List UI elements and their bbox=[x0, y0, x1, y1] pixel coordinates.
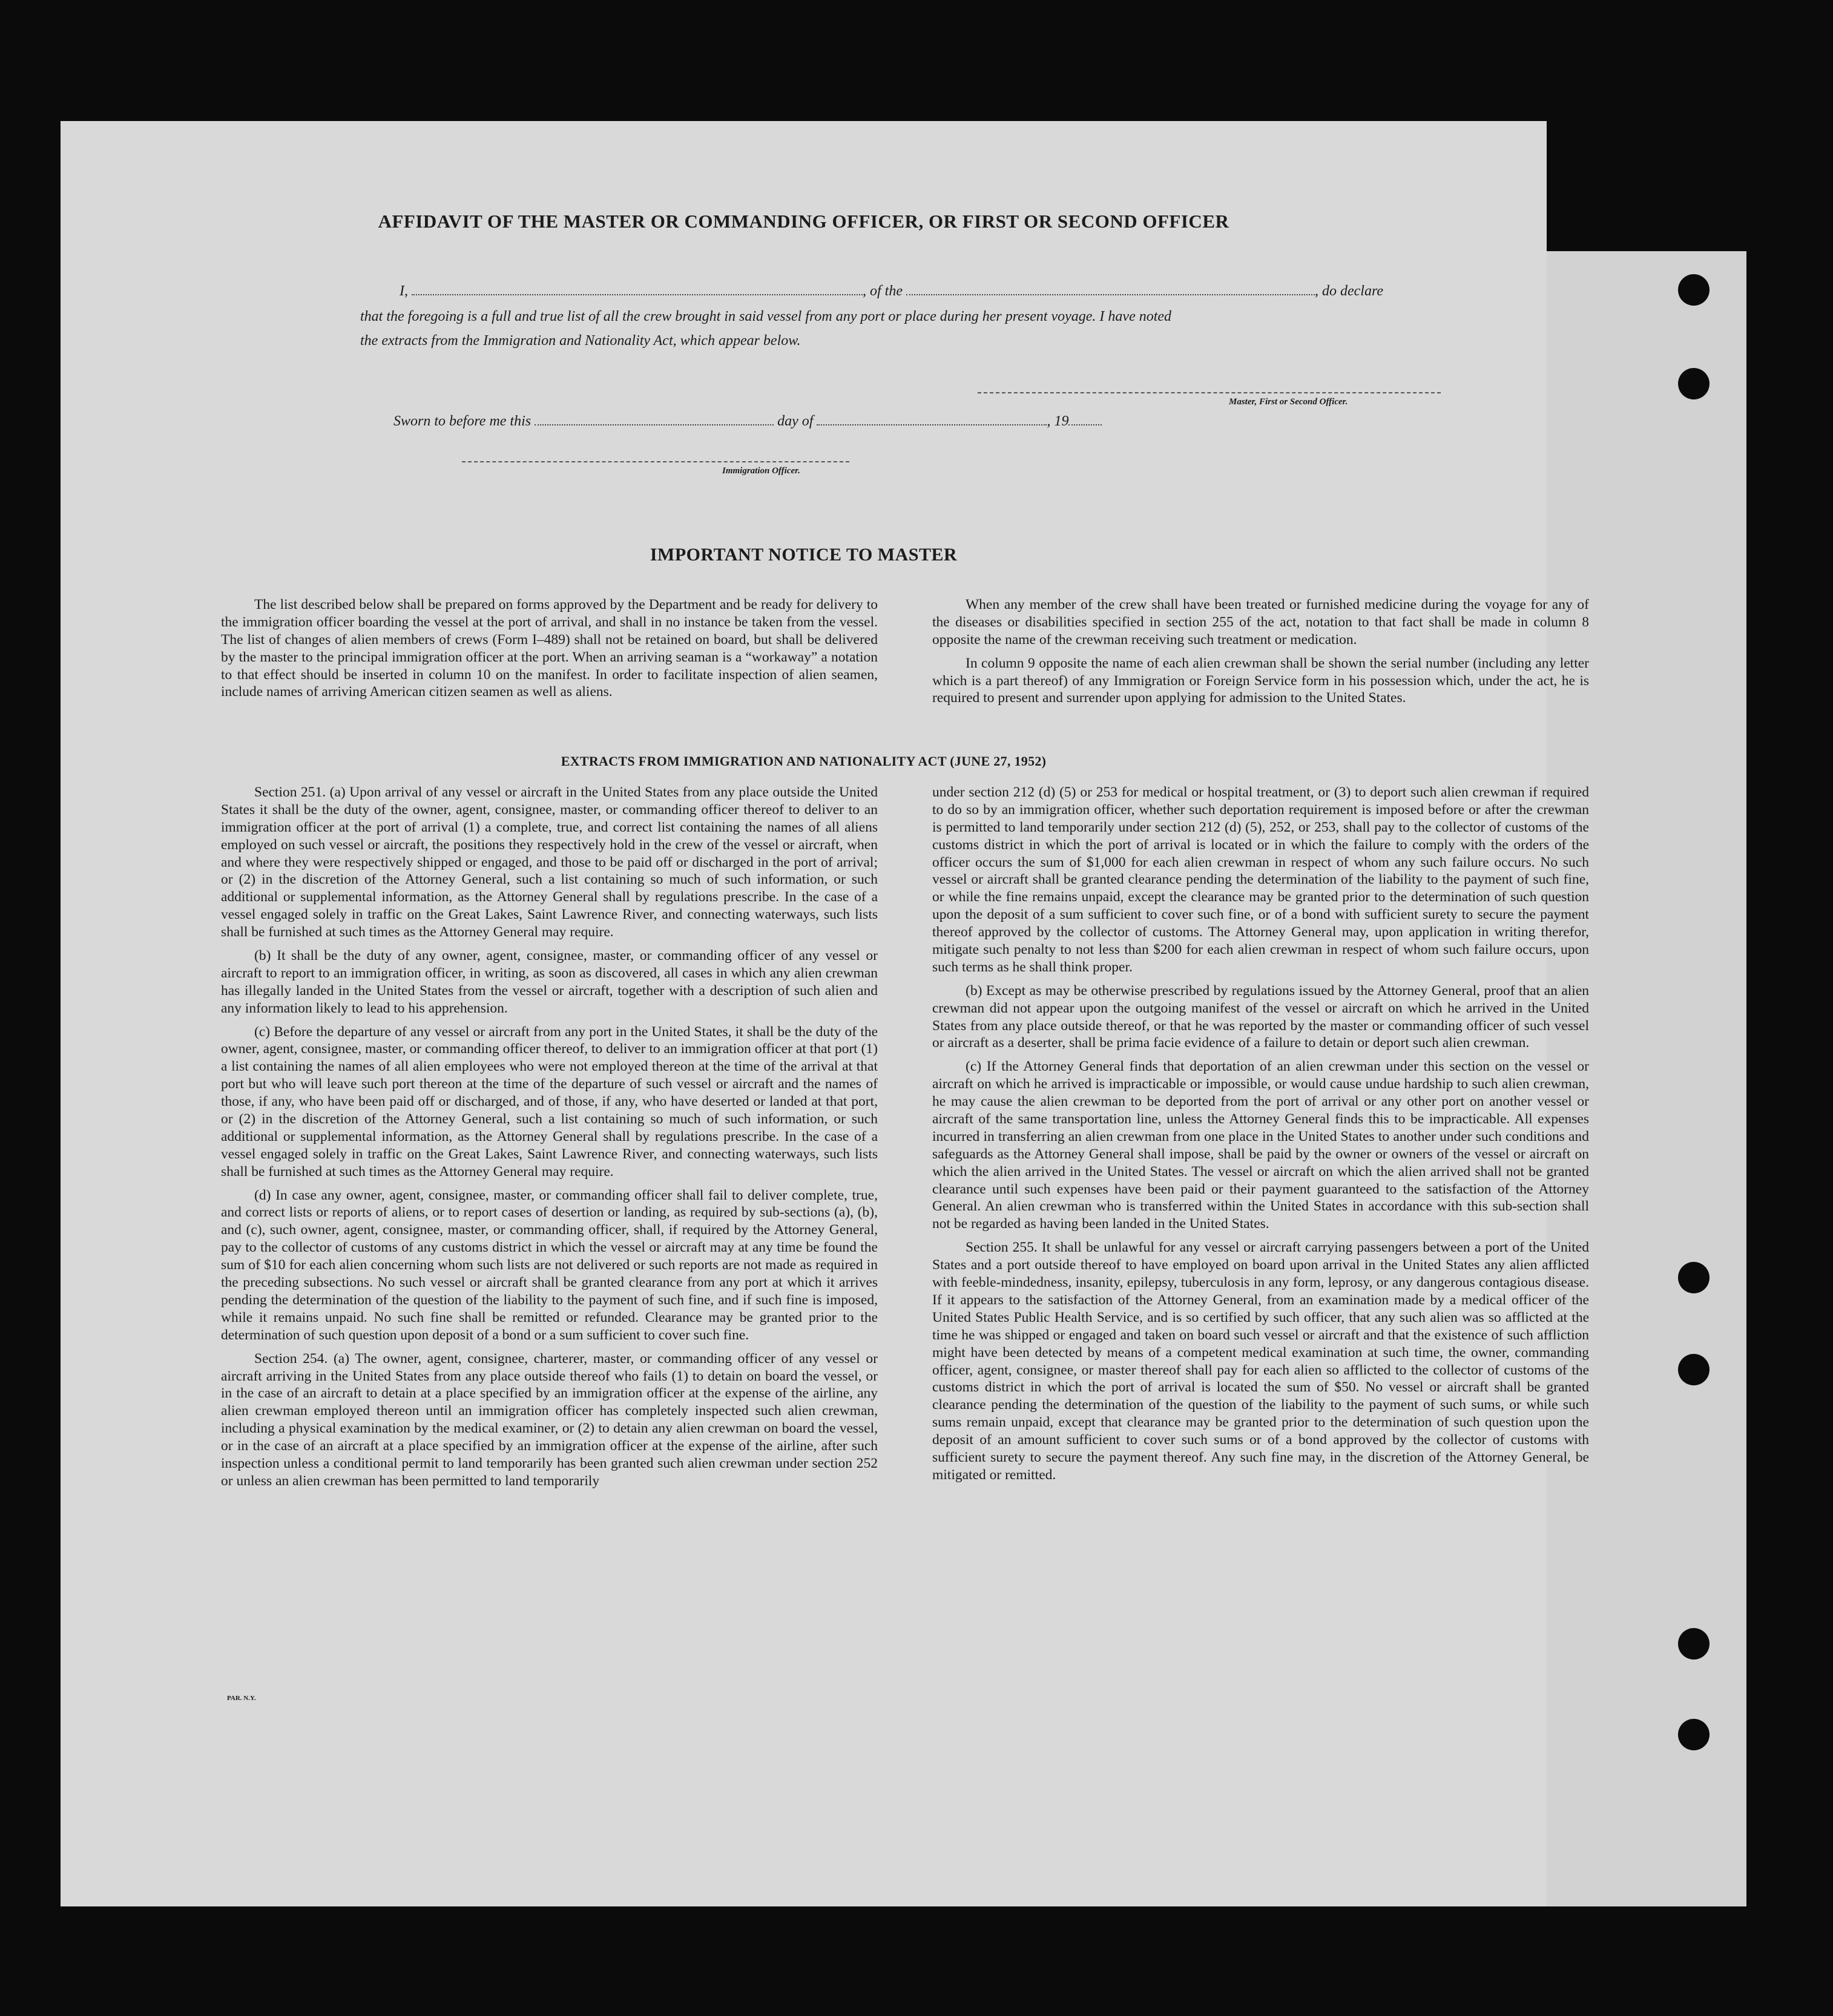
master-signature-line[interactable] bbox=[978, 392, 1441, 393]
sworn-label: Sworn to before me this bbox=[393, 413, 531, 429]
extracts-title: EXTRACTS FROM IMMIGRATION AND NATIONALITY ACT (JUNE 27, 1952) bbox=[561, 754, 1047, 769]
extract-paragraph: Section 254. (a) The owner, agent, consignee, charterer, master, or commanding officer of any vessel or aircraft arriving in the United States from any place outside thereof who fails (1) to detain on board the vessel, or in the case of an aircraft to detain at a place specified by an immigration officer at the expense of the airline, any alien crewman employed thereon until an immigration officer has completely inspected such alien crewman, including a physical examination by the medical examiner, or (2) to detain any alien crewman on board the vessel, or in the case of an aircraft at a place specified by an immigration officer at the expense of the airline, after such inspection unless a conditional permit to land temporarily has been granted such alien crewman under section 252 or unless an alien crewman has been permitted to land temporarily bbox=[221, 1350, 878, 1489]
extract-paragraph: Section 255. It shall be unlawful for any vessel or aircraft carrying passengers between a port of the United States and a port outside thereof to have employed on board upon arrival in the United States any alien afflicted with feeble-mindedness, insanity, epilepsy, tuberculosis in any form, leprosy, or any dangerous contagious disease. If it appears to the satisfaction of the Attorney General, from an examination made by a medical officer of the United States Public Health Service, and is so certified by such officer, that any such alien was so afflicted at the time he was shipped or engaged and taken on board such vessel or aircraft and that the existence of such affliction might have been detected by means of a competent medical examination at such time, the owner, commanding officer, agent, consignee, or master thereof shall pay for each alien so afflicted to the collector of customs of the customs district in which the port of arrival is located the sum of $50. No vessel or aircraft shall be granted clearance pending the determination of the question of the liability to the payment of such sums, or while such sums remain unpaid, except that clearance may be granted prior to the determination of such question upon the deposit of an amount sufficient to cover such sums or of a bond approved by the collector of customs with sufficient surety to secure the payment thereof. Any such fine may, in the discretion of the Attorney General, be mitigated or remitted. bbox=[932, 1239, 1589, 1483]
extract-paragraph: (c) Before the departure of any vessel or aircraft from any port in the United States, it shall be the duty of the owner, agent, consignee, master, or commanding officer thereof, to deliver to an immigration officer at that port (1) a list containing the names of all alien employees who were not employed thereon at the time of the arrival at that port but who will leave such port thereon at the time of the departure of such vessel or aircraft and the names of those, if any, who have been paid off or discharged, and of those, if any, who have deserted or landed at that port, or (2) in the discretion of the Attorney General, such a list containing so much of such information, or such additional or supplemental information, as the Attorney General shall by regulations prescribe. In the case of a vessel engaged solely in traffic on the Great Lakes, Saint Lawrence River, and connecting waterways, such lists shall be furnished at such times as the Attorney General may require. bbox=[221, 1023, 878, 1180]
master-signature-label: Master, First or Second Officer. bbox=[1229, 397, 1348, 407]
declaration-line-2: that the foregoing is a full and true list of all the crew brought in said vessel from any port or place during her present voyage. I have noted bbox=[360, 309, 1172, 324]
month-field[interactable] bbox=[817, 413, 1047, 425]
extract-paragraph: (d) In case any owner, agent, consignee, master, or commanding officer shall fail to deliver complete, true, and correct lists or reports of aliens, or to report cases of desertion or landing, as required by sub-sections (a), (b), and (c), such owner, agent, consignee, master, or commanding officer, shall, if required by the Attorney General, pay to the collector of customs of any customs district in which the vessel or aircraft may at any time be found the sum of $10 for each alien concerning whom such lists are not delivered or such reports are not made as required in the preceding subsections. No such vessel or aircraft shall be granted clearance from any port at which it arrives pending the determination of the question of the liability to the payment of such fine, and if such fine is imposed, while it remains unpaid. No such fine shall be remitted or refunded. Clearance may be granted prior to the determination of such question upon deposit of a bond or a sum sufficient to cover such fine. bbox=[221, 1187, 878, 1343]
punch-hole bbox=[1678, 274, 1710, 306]
notice-right-paragraph: In column 9 opposite the name of each alien crewman shall be shown the serial number (including any letter which is a part thereof) of any Immigration or Foreign Service form in his possession which, under the act, he is required to present and surrender upon applying for admission to the United States. bbox=[932, 655, 1589, 706]
punch-hole bbox=[1678, 1262, 1710, 1293]
notice-left-paragraph: The list described below shall be prepared on forms approved by the Department and be ready for delivery to the immigration officer boarding the vessel at the port of arrival, and shall in no instance be taken from the vessel. The list of changes of alien members of crews (Form I–489) shall not be retained on board, but shall be delivered by the master to the principal immigration officer at the port. When an arriving seaman is a “workaway” a notation to that effect should be inserted in column 10 on the manifest. In order to facilitate inspection of alien seamen, include names of arriving American citizen seamen as well as aliens. bbox=[221, 597, 878, 700]
notice-title: IMPORTANT NOTICE TO MASTER bbox=[650, 545, 958, 565]
declaration-line-3: the extracts from the Immigration and Nationality Act, which appear below. bbox=[360, 333, 801, 349]
form-sheet bbox=[61, 121, 1589, 1906]
officer-signature-label: Immigration Officer. bbox=[722, 466, 800, 476]
name-field[interactable] bbox=[412, 283, 863, 295]
punch-hole bbox=[1678, 1354, 1710, 1385]
extract-paragraph: (b) Except as may be otherwise prescribed by regulations issued by the Attorney General, proof that an alien crewman did not appear upon the outgoing manifest of the vessel or aircraft on which he arrived in the United States from any place outside thereof, or that he was reported by the master or commanding officer of such vessel or aircraft as a deserter, shall be prima facie evidence of a failure to detain or deport such alien crewman. bbox=[932, 982, 1589, 1051]
extract-paragraph: (c) If the Attorney General finds that deportation of an alien crewman under this section on the vessel or aircraft on which he arrived is impracticable or impossible, or would cause undue hardship to such alien crewman, he may cause the alien crewman to be deported from the port of arrival or any other port on another vessel or aircraft of the same transportation line, unless the Attorney General finds this to be impracticable. All expenses incurred in transferring an alien crewman from one place in the United States to another under such conditions and safeguards as the Attorney General shall impose, shall be paid by the owner or owners of the vessel or aircraft on which the alien arrived in the United States. The vessel or aircraft on which the alien arrived shall not be granted clearance until such expenses have been paid or their payment guaranteed to the satisfaction of the Attorney General. An alien crewman who is transferred within the United States in accordance with this sub-section shall not be regarded as having been landed in the United States. bbox=[932, 1059, 1589, 1232]
i-label: I, bbox=[400, 283, 408, 299]
extracts-right-column bbox=[932, 784, 1589, 1490]
day-of-label: day of bbox=[777, 413, 814, 429]
printer-mark: PAR. N.Y. bbox=[227, 1695, 256, 1702]
sworn-date-field[interactable] bbox=[535, 413, 774, 425]
vessel-field[interactable] bbox=[906, 283, 1315, 295]
of-the-label: , of the bbox=[863, 283, 903, 299]
notice-right-column bbox=[932, 596, 1589, 713]
affidavit-title: AFFIDAVIT OF THE MASTER OR COMMANDING OFFICER, OR FIRST OR SECOND OFFICER bbox=[378, 211, 1229, 232]
year-label: , 19 bbox=[1047, 413, 1069, 429]
punch-hole bbox=[1678, 1628, 1710, 1660]
year-field[interactable] bbox=[1068, 413, 1102, 425]
sworn-line bbox=[393, 413, 1102, 430]
extract-paragraph: under section 212 (d) (5) or 253 for medical or hospital treatment, or (3) to deport such alien crewman if required to do so by an immigration officer, whether such deportation requirement is imposed before or after the crewman is permitted to land temporarily under section 212 (d) (5), 252, or 253, shall pay to the collector of customs of the customs district in which the port of arrival is located or in which the failure to comply with the orders of the officer occurs the sum of $1,000 for each alien crewman in respect of whom any such failure occurs. No such vessel or aircraft shall be granted clearance pending the determination of the liability to the payment of such fine, or while the fine remains unpaid, except the clearance may be granted prior to the determination of such question upon the deposit of a sum sufficient to cover such fine, or of a bond with sufficient surety to secure the payment thereof approved by the collector of customs. The Attorney General may, upon application in writing therefor, mitigate such penalty to not less than $200 for each alien crewman in respect of whom such failure occurs, upon such terms as he shall think proper. bbox=[932, 784, 1589, 975]
extracts-left-column bbox=[221, 784, 878, 1496]
notice-right-paragraph: When any member of the crew shall have been treated or furnished medicine during the voyage for any of the diseases or disabilities specified in section 255 of the act, notation to that fact shall be made in column 8 opposite the name of the crewman receiving such treatment or medication. bbox=[932, 597, 1589, 648]
extract-paragraph: Section 251. (a) Upon arrival of any vessel or aircraft in the United States from any place outside the United States it shall be the duty of the owner, agent, consignee, master, or commanding officer thereof to deliver to an immigration officer at the port of arrival (1) a complete, true, and correct list containing the names of all aliens employed on such vessel or aircraft, the positions they respectively hold in the crew of the vessel or aircraft, when and where they were respectively shipped or engaged, and those to be paid off or discharged in the port of arrival; or (2) in the discretion of the Attorney General, such a list containing so much of such information, or such additional or supplemental information, as the Attorney General shall by regulations prescribe. In the case of a vessel engaged solely in traffic on the Great Lakes, Saint Lawrence River, and connecting waterways, such lists shall be furnished at such times as the Attorney General may require. bbox=[221, 784, 878, 941]
officer-signature-line[interactable] bbox=[462, 461, 849, 462]
punch-hole bbox=[1678, 368, 1710, 399]
punch-hole bbox=[1678, 1719, 1710, 1750]
extract-paragraph: (b) It shall be the duty of any owner, agent, consignee, master, or commanding officer of any vessel or aircraft to report to an immigration officer, in writing, as soon as discovered, all cases in which any alien crewman has illegally landed in the United States from the vessel or aircraft, together with a description of such alien and any information likely to lead to his apprehension. bbox=[221, 948, 878, 1016]
do-declare-label: , do declare bbox=[1315, 283, 1384, 299]
notice-left-column bbox=[221, 596, 878, 707]
declaration-line-1 bbox=[400, 283, 1383, 300]
